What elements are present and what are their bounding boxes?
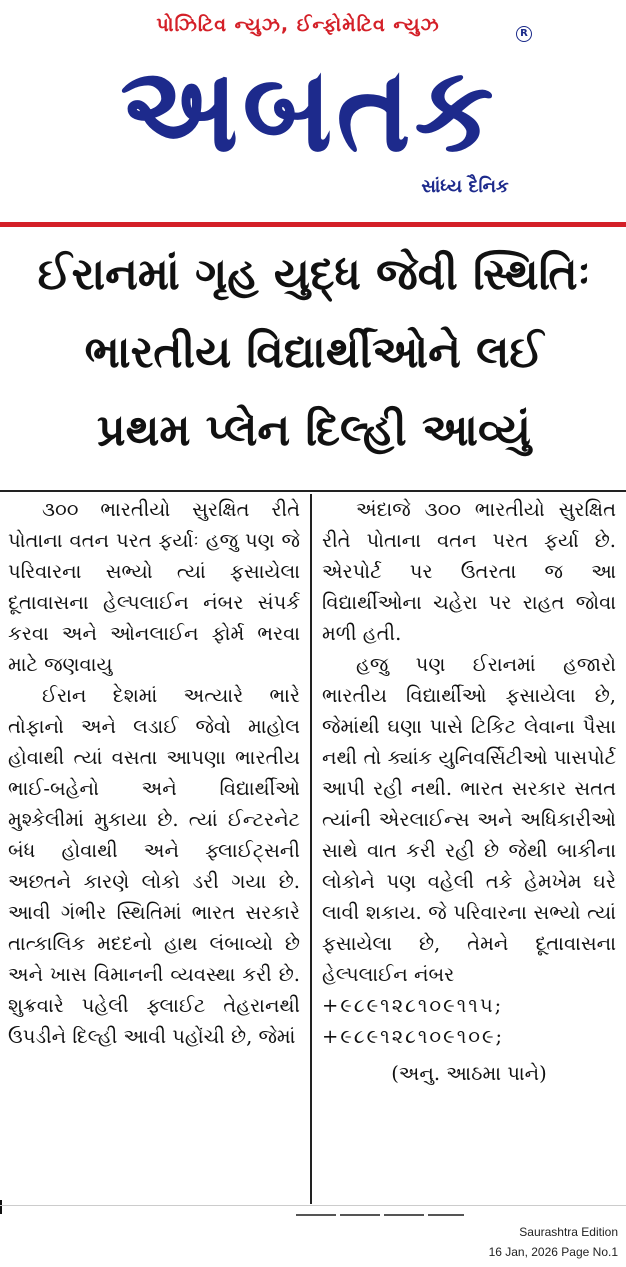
article-paragraph: હજુ પણ ઈરાનમાં હજારો ભારતીય વિદ્યાર્થીઓ ફસાયેલા છે, જેમાંથી ઘણા પાસે ટિકિટ લેવાના પૈસા નથી તો ક્યાંક યુનિવર્સિટીઓ પાસપોર્ટ આપી રહી નથી. ભારત સરકાર સતત ત્યાંની એરલાઈન્સ અને અધિકારીઓ સાથે વાત કરી રહી છે જેથી બાકીના લોકોને પણ વહેલી તકે હેમખેમ ઘરે લાવી શકાય. જે પરિવારના સભ્યો ત્યાં ફસાયેલા છે, તેમને દૂતાવાસના હેલ્પલાઈન નંબર [322,653,616,986]
page-bottom-rule [0,1205,626,1206]
article-paragraph: અંદાજે ૩૦૦ ભારતીયો સુરક્ષિત રીતે પોતાના વતન પરત ફર્યા છે. એરપોર્ટ પર ઉતરતા જ આ વિદ્યાર્થીઓના ચહેરા પર રાહત જોવા મળી હતી. [322,498,616,645]
helpline-number-1: +૯૮૯૧૨૮૧૦૯૧૧૫; [322,994,504,1017]
headline-line-2: ભારતીય વિદ્યાર્થીઓને લઈ [84,327,544,378]
masthead-subtitle: સાંધ્ય દૈનિક [421,176,509,197]
newspaper-logo: અબતક [120,41,498,179]
article-column-1 [8,494,300,1214]
footer-mark [340,1214,380,1216]
headline [8,236,620,486]
registered-mark-icon: R [516,26,532,42]
edition-info [489,1222,618,1262]
article-paragraph: ઈરાન દેશમાં અત્યારે ભારે તોફાનો અને લડાઈ જેવો માહોલ હોવાથી ત્યાં વસતા આપણા ભારતીય ભાઈ-બહેનો અને વિદ્યાર્થીઓ મુશ્કેલીમાં મુકાયા છે. ત્યાં ઈન્ટરનેટ બંધ હોવાથી અને ફ્લાઈટ્સની અછતને કારણે લોકો ડરી ગયા છે. આવી ગંભીર સ્થિતિમાં ભારત સરકારે તાત્કાલિક મદદનો હાથ લંબાવ્યો છે અને ખાસ વિમાનની વ્યવસ્થા કરી છે. શુક્રવારે પહેલી ફ્લાઈટ તેહરાનથી ઉપડીને દિલ્હી આવી પહોંચી છે, જેમાં [8,684,300,1048]
article-paragraph: ૩૦૦ ભારતીયો સુરક્ષિત રીતે પોતાના વતન પરત ફર્યાઃ હજુ પણ જે પરિવારના સભ્યો ત્યાં ફસાયેલા દૂતાવાસના હેલ્પલાઈન નંબર સંપર્ક કરવા અને ઓનલાઈન ફોર્મ ભરવા માટે જણવાયુ [8,498,300,676]
continued-note: (અનુ. આઠમા પાને) [391,1062,547,1085]
headline-line-1: ઈરાનમાં ગૃહ યુદ્ધ જેવી સ્થિતિઃ [37,249,591,300]
edition-date-page: 16 Jan, 2026 Page No.1 [488,1245,618,1259]
footer-mark [428,1214,464,1216]
crop-mark [0,1200,2,1214]
masthead-divider [0,222,626,227]
helpline-number-2: +૯૮૯૧૨૮૧૦૯૧૦૯; [322,1025,505,1048]
masthead-tagline: પોઝિટિવ ન્યુઝ, ઈન્ફોમેટિવ ન્યુઝ [156,14,440,36]
edition-name: Saurashtra Edition [519,1225,618,1239]
headline-line-3: પ્રથમ પ્લેન દિલ્હી આવ્યું [97,405,531,456]
article-column-2 [322,494,616,1214]
column-divider [310,494,312,1204]
footer-mark [384,1214,424,1216]
footer-mark [296,1214,336,1216]
headline-divider [0,490,626,492]
masthead [0,0,626,222]
